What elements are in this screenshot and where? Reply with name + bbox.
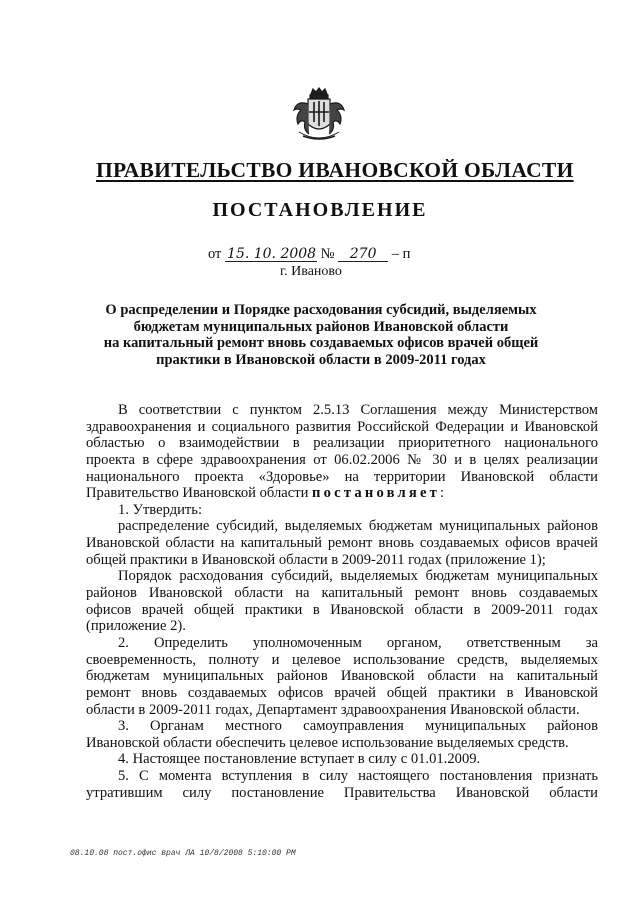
body-line: бюджетам муниципальных районов Ивановской области на капитальный — [86, 668, 598, 685]
body-line: ремонт вновь создаваемых офисов врачей общей практики в Ивановской — [86, 684, 598, 701]
handwritten-date: 15. 10. 2008 — [227, 246, 317, 262]
body-line: здравоохранения и социального развития Российской Федерации и Ивановской — [86, 418, 598, 435]
document-body — [86, 402, 598, 801]
date-number-line — [208, 246, 410, 263]
number-suffix: – п — [391, 246, 411, 262]
body-text: : — [440, 485, 445, 502]
body-line: 5. С момента вступления в силу настоящего постановления признать — [118, 768, 598, 785]
body-line: районов Ивановской области на капитальный ремонт вновь создаваемых — [86, 585, 598, 602]
title-line: О распределении и Порядке расходования субсидий, выделяемых — [105, 302, 537, 318]
body-line: 1. Утвердить: — [118, 501, 203, 518]
title-line: практики в Ивановской области в 2009-2011 годах — [156, 351, 486, 368]
coat-of-arms-emblem — [289, 86, 349, 144]
body-text: Правительство Ивановской области — [86, 485, 313, 502]
body-line: Ивановской области на капитальный ремонт вновь создаваемых офисов врачей — [86, 535, 598, 552]
handwritten-number: 270 — [338, 247, 388, 262]
body-line: (приложение 2). — [86, 618, 186, 635]
city: г. Иваново — [280, 264, 342, 279]
body-line: утратившим силу постановление Правительства Ивановской области — [86, 784, 598, 801]
body-line: своевременность, полноту и целевое использование средств, выделяемых — [86, 651, 598, 668]
decree-word: постановляет — [312, 485, 441, 502]
body-line: областью о взаимодействии в реализации приоритетного национального — [86, 435, 598, 452]
body-line: общей практики в Ивановской области в 2009-2011 годах (приложение 1); — [86, 551, 546, 568]
body-line: проекта в сфере здравоохранения от 06.02.2006 № 30 и в целях реализации — [86, 451, 598, 468]
body-line: распределение субсидий, выделяемых бюджетам муниципальных районов — [118, 518, 598, 535]
body-line: 2. Определить уполномоченным органом, ответственным за — [118, 634, 598, 651]
date-prefix: от — [208, 246, 222, 262]
body-line-decree — [86, 485, 598, 502]
file-footer: 08.10.08 пост.офис врач ЛА 10/8/2008 5:10:00 PM — [70, 849, 296, 858]
government-title: ПРАВИТЕЛЬСТВО ИВАНОВСКОЙ ОБЛАСТИ — [96, 158, 574, 182]
title-line: на капитальный ремонт вновь создаваемых офисов врачей общей — [103, 335, 539, 351]
body-line: Ивановской области обеспечить целевое использование выделяемых средств. — [86, 734, 569, 751]
number-sign: № — [320, 246, 335, 262]
body-line: Порядок расходования субсидий, выделяемых бюджетам муниципальных — [118, 568, 598, 585]
body-line: области в 2009-2011 годах, Департамент здравоохранения Ивановской области. — [86, 701, 580, 718]
title-line: бюджетам муниципальных районов Ивановской области — [133, 318, 509, 335]
body-line: национального проекта «Здоровье» на территории Ивановской области — [86, 468, 598, 485]
body-line: 3. Органам местного самоуправления муниципальных районов — [118, 718, 598, 735]
document-type: ПОСТАНОВЛЕНИЕ — [212, 199, 428, 221]
body-line: офисов врачей общей практики в Ивановской области в 2009-2011 годах — [86, 601, 598, 618]
body-line: 4. Настоящее постановление вступает в силу с 01.01.2009. — [118, 751, 481, 768]
body-line: В соответствии с пунктом 2.5.13 Соглашения между Министерством — [118, 402, 598, 418]
resolution-title — [86, 302, 556, 368]
